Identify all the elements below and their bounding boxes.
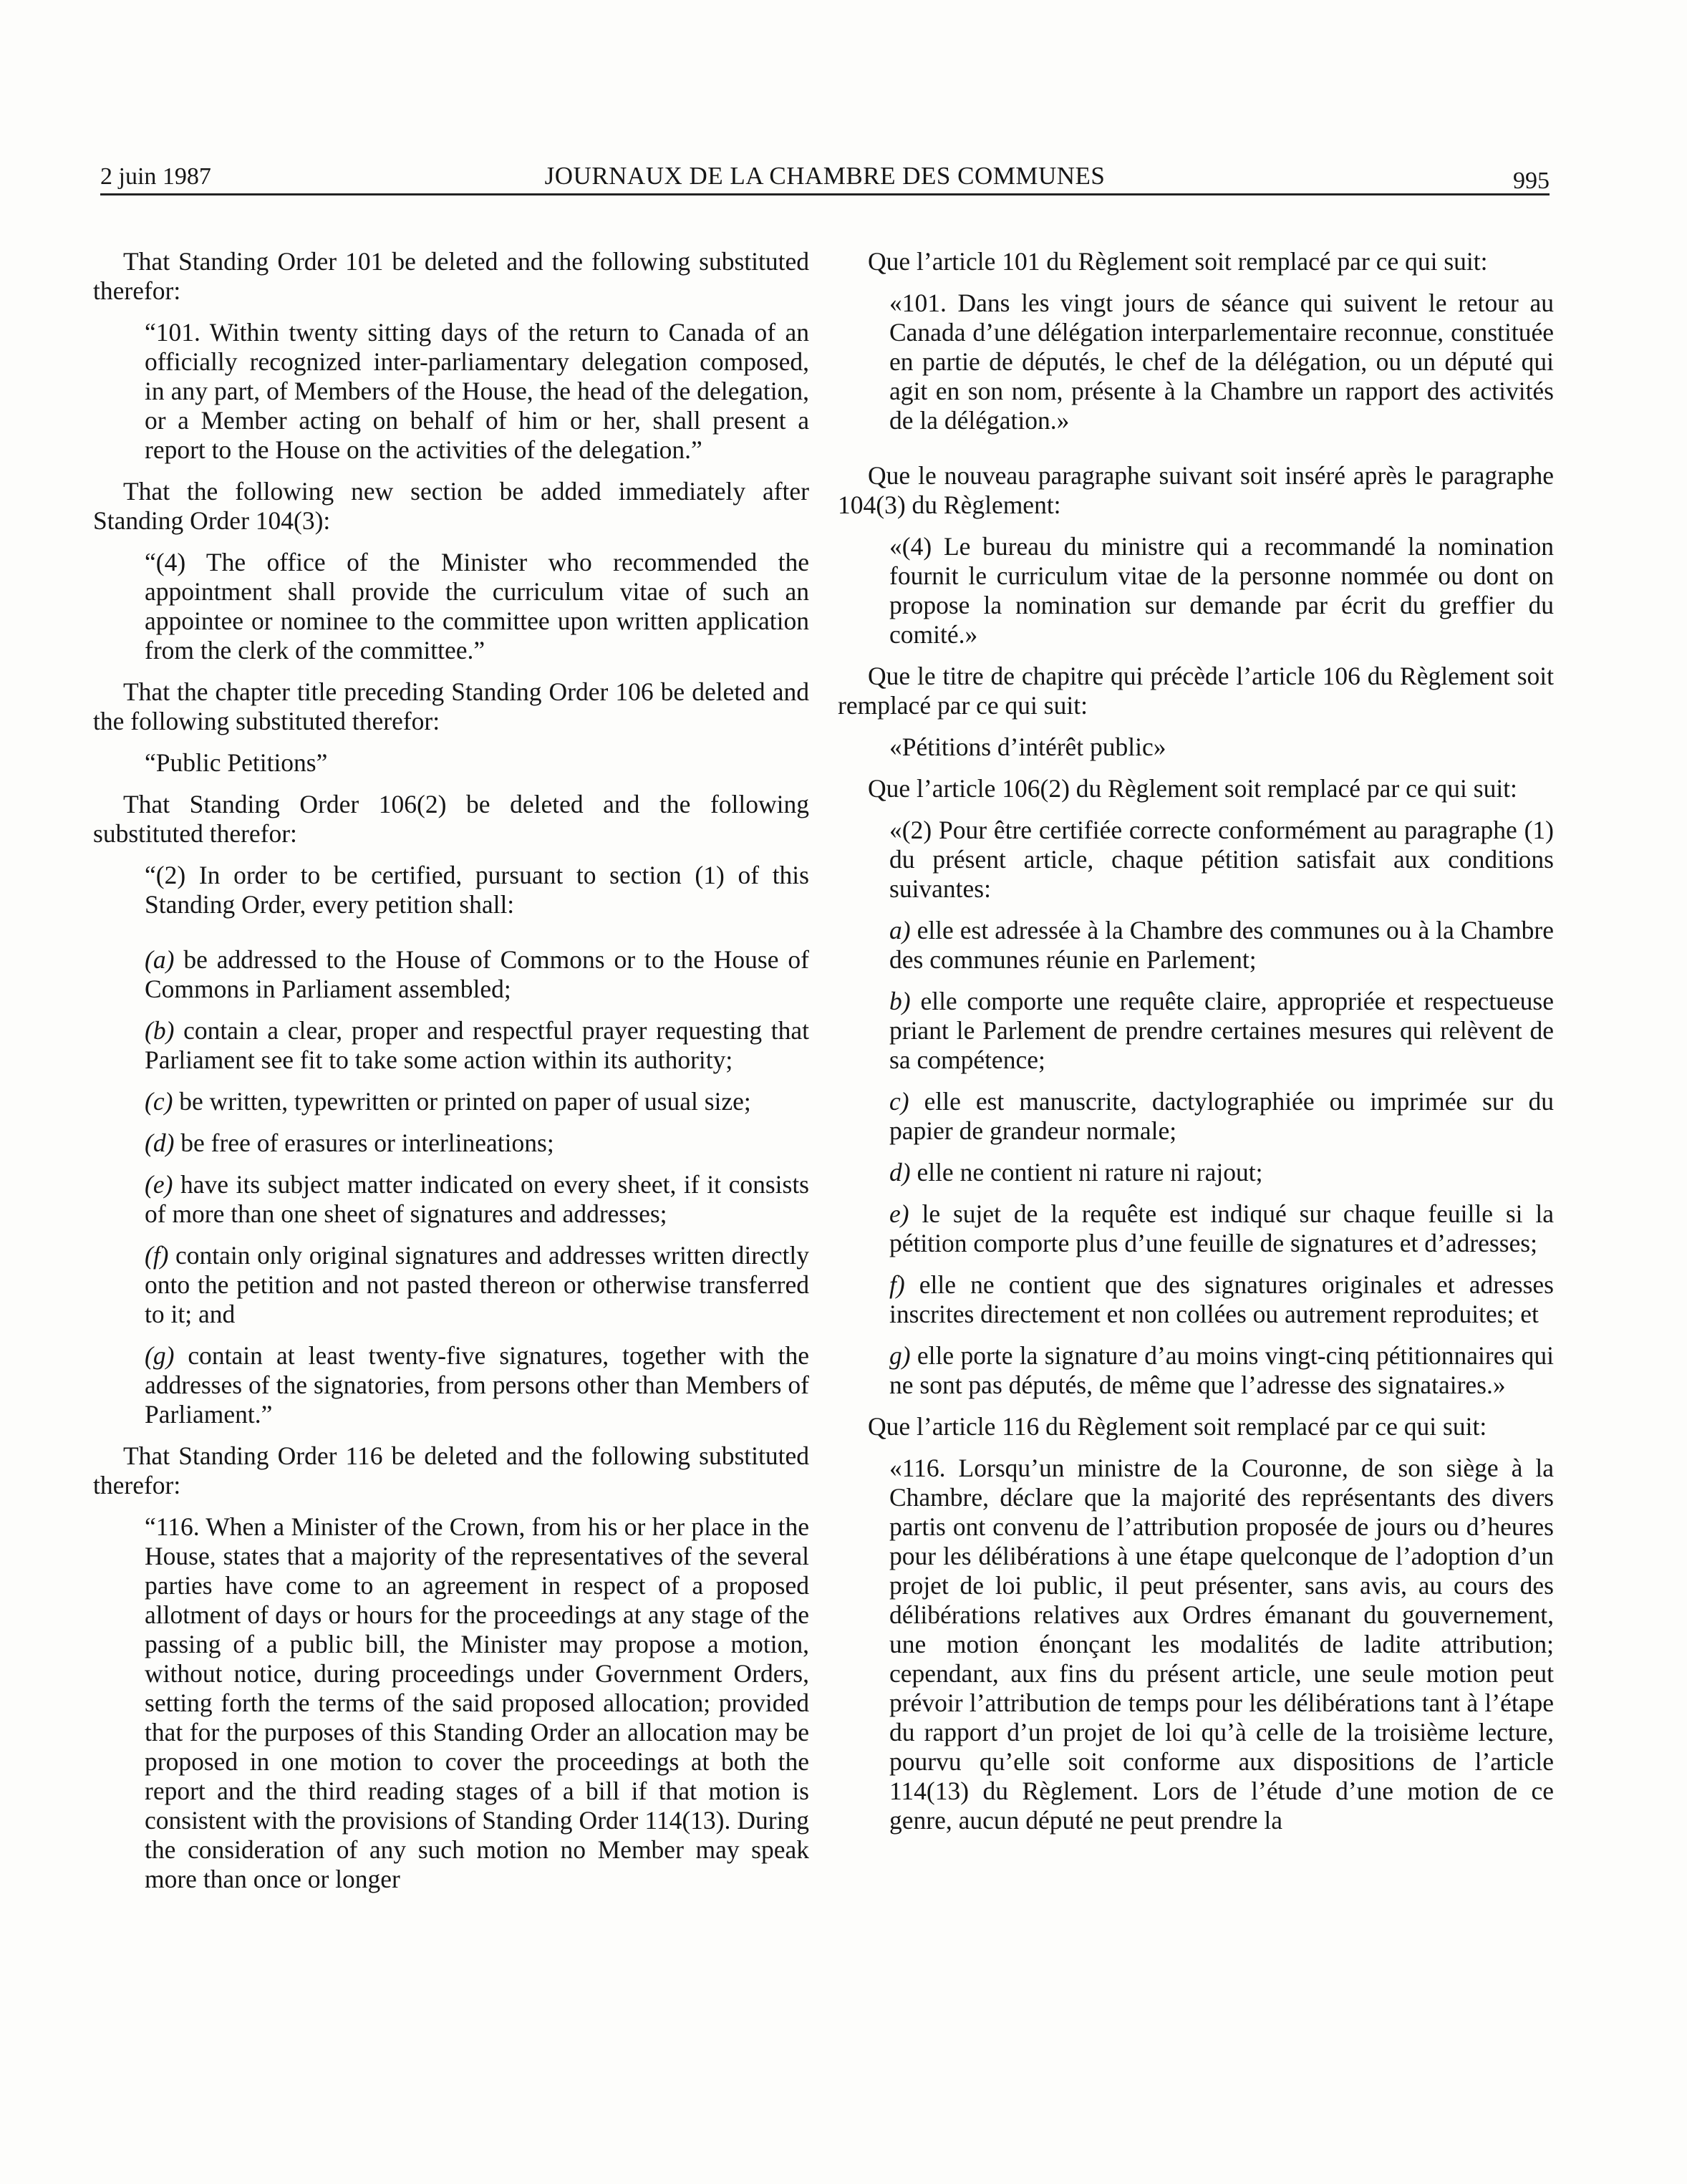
header-title: JOURNAUX DE LA CHAMBRE DES COMMUNES: [544, 162, 1106, 190]
fr-item-text: le sujet de la requête est indiqué sur chaque feuille si la pétition comporte plus d’une feuille de signatures et d’adresses;: [889, 1199, 1554, 1257]
fr-item: [889, 1087, 1554, 1146]
en-item: [145, 1129, 809, 1158]
fr-item-label: e): [889, 1199, 909, 1228]
french-column: [838, 247, 1554, 1847]
en-item: [145, 945, 809, 1004]
en-chapter-title: “Public Petitions”: [145, 748, 328, 777]
fr-item-label: c): [889, 1087, 909, 1116]
en-item: [145, 1241, 809, 1329]
en-item-label: (g): [145, 1341, 175, 1370]
en-item-label: (f): [145, 1241, 169, 1270]
fr-motion-116-text: «116. Lorsqu’un ministre de la Couronne, de son siège à la Chambre, déclare que la majorité des représentants des divers partis ont convenu de l’attribution proposée de jours ou d’heures pour les délibérations à une étape quelconque de l’adoption d’un projet de loi public, il peut présenter, sans avis, au cours des délibérations relatives aux Ordres émanant du gouvernement, une motion énonçant les modalités de ladite attribution; cependant, aux fins du présent article, une seule motion peut prévoir l’attribution de temps pour les délibérations tant à l’étape du rapport d’un projet de loi qu’à celle de la troisième lecture, pourvu qu’elle soit conforme aux dispositions de l’article 114(13) du Règlement. Lors de l’étude d’une motion de ce genre, aucun député ne peut prendre la: [889, 1454, 1554, 1835]
page-header: [100, 143, 1550, 195]
en-motion-106-title-intro: That the chapter title preceding Standing Order 106 be deleted and the following substituted therefor:: [93, 677, 809, 735]
fr-item: [889, 916, 1554, 975]
page-number: 995: [1513, 168, 1550, 194]
en-item-label: (b): [145, 1016, 175, 1045]
fr-item-label: g): [889, 1341, 911, 1370]
en-motion-104-text: “(4) The office of the Minister who recommended the appointment shall provide the curriculum vitae of such an appointee or nominee to the committee upon written application from the clerk of the committee.”: [145, 548, 809, 665]
en-item-text: contain only original signatures and addresses written directly onto the petition and not pasted thereon or otherwise transferred to it; and: [145, 1241, 809, 1328]
en-motion-116-intro: That Standing Order 116 be deleted and the following substituted therefor:: [93, 1441, 809, 1499]
en-item-label: (a): [145, 945, 175, 974]
fr-motion-116-intro: Que l’article 116 du Règlement soit remplacé par ce qui suit:: [868, 1412, 1487, 1441]
fr-item: [889, 1158, 1554, 1187]
fr-item-label: a): [889, 916, 911, 944]
fr-item-text: elle porte la signature d’au moins vingt-cinq pétitionnaires qui ne sont pas députés, de même que l’adresse des signataires.»: [889, 1341, 1554, 1399]
header-date: 2 juin 1987: [100, 163, 211, 190]
en-item: [145, 1087, 809, 1116]
en-item-label: (d): [145, 1129, 175, 1157]
fr-motion-104-intro: Que le nouveau paragraphe suivant soit inséré après le paragraphe 104(3) du Règlement:: [838, 461, 1554, 519]
en-motion-101-intro: That Standing Order 101 be deleted and the following substituted therefor:: [93, 247, 809, 305]
fr-item-text: elle ne contient que des signatures originales et adresses inscrites directement et non collées ou autrement reproduites; et: [889, 1270, 1554, 1328]
en-item-label: (e): [145, 1170, 173, 1199]
en-item-text: have its subject matter indicated on every sheet, if it consists of more than one sheet of signatures and addresses;: [145, 1170, 809, 1228]
fr-motion-104-text: «(4) Le bureau du ministre qui a recommandé la nomination fournit le curriculum vitae de la personne nommée ou dont on propose la nomination sur demande par écrit du greffier du comité.»: [889, 532, 1554, 649]
fr-item-label: d): [889, 1158, 911, 1187]
fr-item: [889, 1341, 1554, 1400]
fr-item-text: elle ne contient ni rature ni rajout;: [910, 1158, 1263, 1187]
en-motion-101-text: “101. Within twenty sitting days of the return to Canada of an officially recognized inter-parliamentary delegation composed, in any part, of Members of the House, the head of the delegation, or a Member acting on behalf of him or her, shall present a report to the House on the activities of the delegation.”: [145, 318, 809, 464]
en-item-label: (c): [145, 1087, 173, 1116]
fr-motion-106-2-intro: Que l’article 106(2) du Règlement soit remplacé par ce qui suit:: [868, 774, 1517, 803]
en-item: [145, 1016, 809, 1075]
english-column: [93, 247, 809, 1906]
fr-motion-106-title-intro: Que le titre de chapitre qui précède l’article 106 du Règlement soit remplacé par ce qui suit:: [838, 662, 1554, 720]
fr-chapter-title: «Pétitions d’intérêt public»: [889, 733, 1166, 761]
en-item: [145, 1170, 809, 1229]
en-motion-104-intro: That the following new section be added immediately after Standing Order 104(3):: [93, 477, 809, 535]
fr-motion-106-2-text: «(2) Pour être certifiée correcte conformément au paragraphe (1) du présent article, chaque pétition satisfait aux conditions suivantes:: [889, 816, 1554, 903]
en-motion-106-2-text: “(2) In order to be certified, pursuant to section (1) of this Standing Order, every petition shall:: [145, 861, 809, 919]
en-item-text: be written, typewritten or printed on paper of usual size;: [173, 1087, 751, 1116]
fr-item-text: elle est adressée à la Chambre des communes ou à la Chambre des communes réunie en Parlement;: [889, 916, 1554, 974]
fr-item-label: b): [889, 987, 911, 1015]
fr-item: [889, 1270, 1554, 1329]
en-item-text: contain at least twenty-five signatures, together with the addresses of the signatories, from persons other than Members of Parliament.”: [145, 1341, 809, 1429]
fr-item-label: f): [889, 1270, 905, 1299]
fr-item: [889, 987, 1554, 1075]
en-item-text: contain a clear, proper and respectful prayer requesting that Parliament see fit to take some action within its authority;: [145, 1016, 809, 1074]
en-item-text: be free of erasures or interlineations;: [174, 1129, 554, 1157]
fr-item: [889, 1199, 1554, 1258]
fr-item-text: elle est manuscrite, dactylographiée ou imprimée sur du papier de grandeur normale;: [889, 1087, 1554, 1145]
fr-item-text: elle comporte une requête claire, appropriée et respectueuse priant le Parlement de prendre certaines mesures qui relèvent de sa compétence;: [889, 987, 1554, 1074]
en-item-text: be addressed to the House of Commons or to the House of Commons in Parliament assembled;: [145, 945, 809, 1003]
fr-motion-101-intro: Que l’article 101 du Règlement soit remplacé par ce qui suit:: [868, 247, 1488, 276]
en-motion-116-text: “116. When a Minister of the Crown, from his or her place in the House, states that a majority of the representatives of the several parties have come to an agreement in respect of a proposed allotment of days or hours for the proceedings at any stage of the passing of a public bill, the Minister may propose a motion, without notice, during proceedings under Government Orders, setting forth the terms of the said proposed allocation; provided that for the purposes of this Standing Order an allocation may be proposed in one motion to cover the proceedings at both the report and the third reading stages of a bill if that motion is consistent with the provisions of Standing Order 114(13). During the consideration of any such motion no Member may speak more than once or longer: [145, 1512, 809, 1893]
fr-motion-101-text: «101. Dans les vingt jours de séance qui suivent le retour au Canada d’une délégation interparlementaire reconnue, constituée en partie de députés, le chef de la délégation, ou un député qui agit en son nom, présente à la Chambre un rapport des activités de la délégation.»: [889, 289, 1554, 435]
en-motion-106-2-intro: That Standing Order 106(2) be deleted and the following substituted therefor:: [93, 790, 809, 848]
en-item: [145, 1341, 809, 1429]
